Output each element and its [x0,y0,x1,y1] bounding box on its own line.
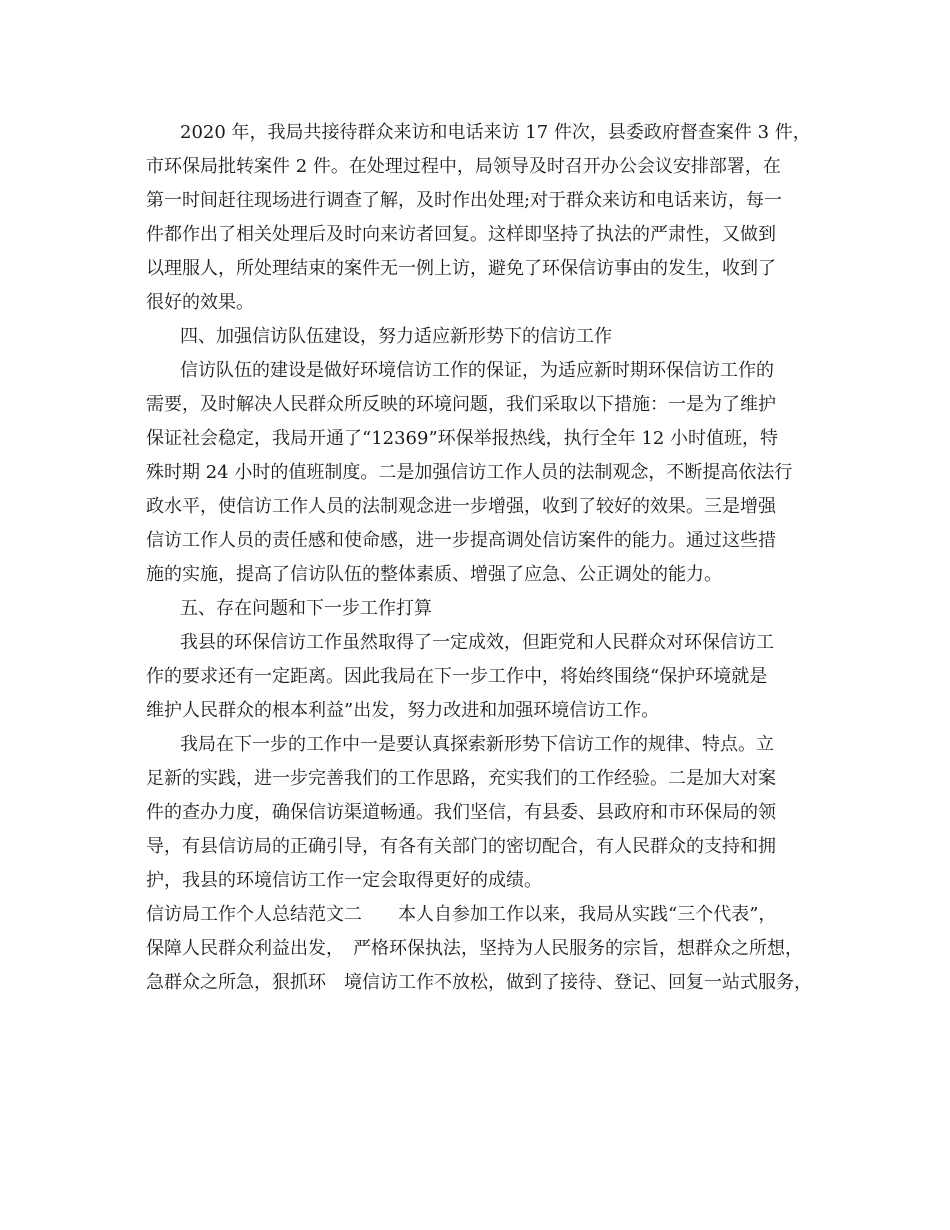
paragraph-line: 第一时间赶往现场进行调查了解，及时作出处理;对于群众来访和电话来访，每一 [146,190,783,211]
paragraph-line: 2020 年，我局共接待群众来访和电话来访 17 件次，县委政府督查案件 3 件， [180,122,811,143]
paragraph-line: 足新的实践，进一步完善我们的工作思路，充实我们的工作经验。二是加大对案 [146,768,776,789]
paragraph-line: 信访队伍的建设是做好环境信访工作的保证，为适应新时期环保信访工作的 [180,360,774,381]
paragraph-line: 件都作出了相关处理后及时向来访者回复。这样即坚持了执法的严肃性，又做到 [146,224,776,245]
paragraph-line: 急群众之所急，狠抓环 境信访工作不放松，做到了接待、登记、回复一站式服务， [146,972,812,993]
paragraph-line: 保障人民群众利益出发， 严格环保执法，坚持为人民服务的宗旨，想群众之所想， [146,938,803,959]
section-heading: 五、存在问题和下一步工作打算 [180,598,432,619]
paragraph-line: 很好的效果。 [146,292,254,313]
paragraph-line: 信访局工作个人总结范文二 本人自参加工作以来，我局从实践“三个代表”， [146,904,777,925]
paragraph-line: 维护人民群众的根本利益”出发，努力改进和加强环境信访工作。 [146,700,660,721]
paragraph-line: 作的要求还有一定距离。因此我局在下一步工作中，将始终围绕“保护环境就是 [146,666,768,687]
paragraph-line: 导，有县信访局的正确引导，有各有关部门的密切配合，有人民群众的支持和拥 [146,836,776,857]
paragraph-line: 殊时期 24 小时的值班制度。二是加强信访工作人员的法制观念，不断提高依法行 [146,462,793,483]
paragraph-line: 我县的环保信访工作虽然取得了一定成效，但距党和人民群众对环保信访工 [180,632,774,653]
paragraph-line: 政水平，使信访工作人员的法制观念进一步增强，收到了较好的效果。三是增强 [146,496,776,517]
paragraph-line: 保证社会稳定，我局开通了“12369”环保举报热线，执行全年 12 小时值班，特 [146,428,779,449]
paragraph-line: 信访工作人员的责任感和使命感，进一步提高调处信访案件的能力。通过这些措 [146,530,776,551]
paragraph-line: 护，我县的环境信访工作一定会取得更好的成绩。 [146,870,542,891]
paragraph-line: 施的实施，提高了信访队伍的整体素质、增强了应急、公正调处的能力。 [146,564,722,585]
paragraph-line: 我局在下一步的工作中一是要认真探索新形势下信访工作的规律、特点。立 [180,734,774,755]
paragraph-line: 以理服人，所处理结束的案件无一例上访，避免了环保信访事由的发生，收到了 [146,258,776,279]
section-heading: 四、加强信访队伍建设，努力适应新形势下的信访工作 [180,326,612,347]
paragraph-line: 件的查办力度，确保信访渠道畅通。我们坚信，有县委、县政府和市环保局的领 [146,802,776,823]
paragraph-line: 市环保局批转案件 2 件。在处理过程中，局领导及时召开办公会议安排部署，在 [146,156,781,177]
paragraph-line: 需要，及时解决人民群众所反映的环境问题，我们采取以下措施：一是为了维护 [146,394,776,415]
